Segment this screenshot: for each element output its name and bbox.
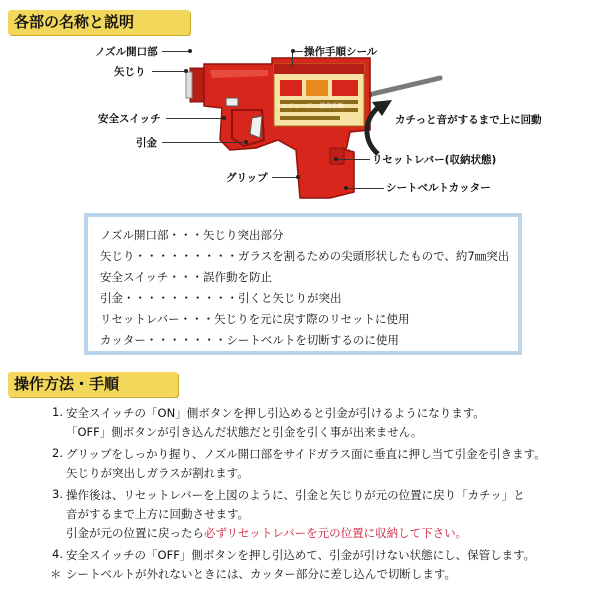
label-safety-switch: 安全スイッチ: [98, 113, 161, 125]
label-rotate-note: カチっと音がするまで上に回動: [395, 114, 542, 126]
description-dots: ・・・: [168, 228, 204, 242]
step-2-line-1: グリップをしっかり握り、ノズル開口部をサイドガラス面に垂直に押し当て引金を引きます。: [66, 447, 546, 461]
label-arrow-tip: 矢じり: [114, 66, 146, 78]
step-2-line-2: 矢じりが突出しガラスが割れます。: [66, 466, 249, 480]
leader-dot: [222, 116, 226, 120]
step-3-text: 引金が元の位置に戻ったら: [66, 526, 204, 540]
label-grip: グリップ: [226, 172, 268, 184]
warning-text: 必ずリセットレバーを元の位置に収納して下さい。: [204, 526, 468, 540]
step-4-line-1: 安全スイッチの「OFF」側ボタンを押し引込めて、引金が引けない状態にし、保管します。: [66, 548, 536, 562]
description-text: シートベルトを切断するのに使用: [226, 333, 399, 347]
description-term: ノズル開口部: [100, 228, 169, 242]
leader-line: [152, 71, 186, 72]
step-number: 2.: [52, 446, 63, 460]
description-text: ガラスを割るための尖頭形状したもので、約7㎜突出: [238, 249, 510, 263]
leader-line: [348, 188, 384, 189]
leader-line: [162, 51, 190, 52]
section-title: 各部の名称と説明: [14, 13, 135, 31]
description-row: [100, 332, 399, 348]
step-3-line-1: 操作後は、リセットレバーを上図のように、引金と矢じりが元の位置に戻り「カチッ」と: [66, 488, 525, 502]
description-dots: ・・・: [179, 312, 215, 326]
leader-dot: [188, 49, 192, 53]
leader-dot: [184, 69, 188, 73]
parts-description-box: [84, 213, 522, 355]
leader-line: [338, 159, 370, 160]
description-row: [100, 248, 509, 264]
description-dots: ・・・・・・・・・: [134, 249, 238, 263]
description-term: リセットレバー: [100, 312, 180, 326]
leader-line: [292, 52, 293, 66]
description-text: 矢じり突出部分: [203, 228, 284, 242]
step-number: 3.: [52, 487, 63, 501]
leader-line: [162, 142, 246, 143]
step-1-line-2: 「OFF」側ボタンが引き込んだ状態だと引金を引く事が出来ません。: [66, 425, 423, 439]
description-term: 安全スイッチ: [100, 270, 169, 284]
description-text: 矢じりを元に戻す際のリセットに使用: [214, 312, 410, 326]
description-row: [100, 290, 342, 306]
step-number: 1.: [52, 405, 63, 419]
note-line-1: シートベルトが外れないときには、カッター部分に差し込んで切断します。: [66, 567, 456, 581]
description-dots: ・・・・・・・・・・: [123, 291, 238, 305]
label-nozzle: ノズル開口部: [95, 46, 158, 58]
step-number: 4.: [52, 547, 63, 561]
label-trigger: 引金: [136, 137, 157, 149]
note-mark: ＊: [50, 567, 62, 581]
section-header-parts: [8, 10, 190, 35]
leader-line: [272, 177, 298, 178]
sticker-text: ｌｅチョーガン 操作手順: [276, 103, 344, 110]
label-reset-lever: リセットレバー(収納状態): [372, 154, 497, 166]
description-term: カッター: [100, 333, 146, 347]
leader-line: [295, 51, 303, 52]
label-cutter: シートベルトカッター: [386, 182, 491, 194]
description-term: 引金: [100, 291, 123, 305]
description-row: [100, 311, 409, 327]
step-3-line-2: 音がするまで上方に回動させます。: [66, 507, 250, 521]
label-sticker: 操作手順シール: [304, 46, 378, 58]
leader-line: [166, 118, 224, 119]
description-dots: ・・・: [168, 270, 204, 284]
step-1-line-1: 安全スイッチの「ON」側ボタンを押し引込めると引金が引けるようになります。: [66, 406, 485, 420]
description-text: 引くと矢じりが突出: [238, 291, 342, 305]
section-header-operation: [8, 372, 178, 397]
description-row: [100, 269, 272, 285]
leader-dot: [296, 175, 300, 179]
leader-dot: [244, 140, 248, 144]
description-term: 矢じり: [100, 249, 135, 263]
description-row: [100, 227, 284, 243]
step-3-line-3: [66, 525, 467, 541]
section-title: 操作方法・手順: [14, 375, 120, 393]
description-dots: ・・・・・・・: [145, 333, 227, 347]
description-text: 誤作動を防止: [203, 270, 273, 284]
